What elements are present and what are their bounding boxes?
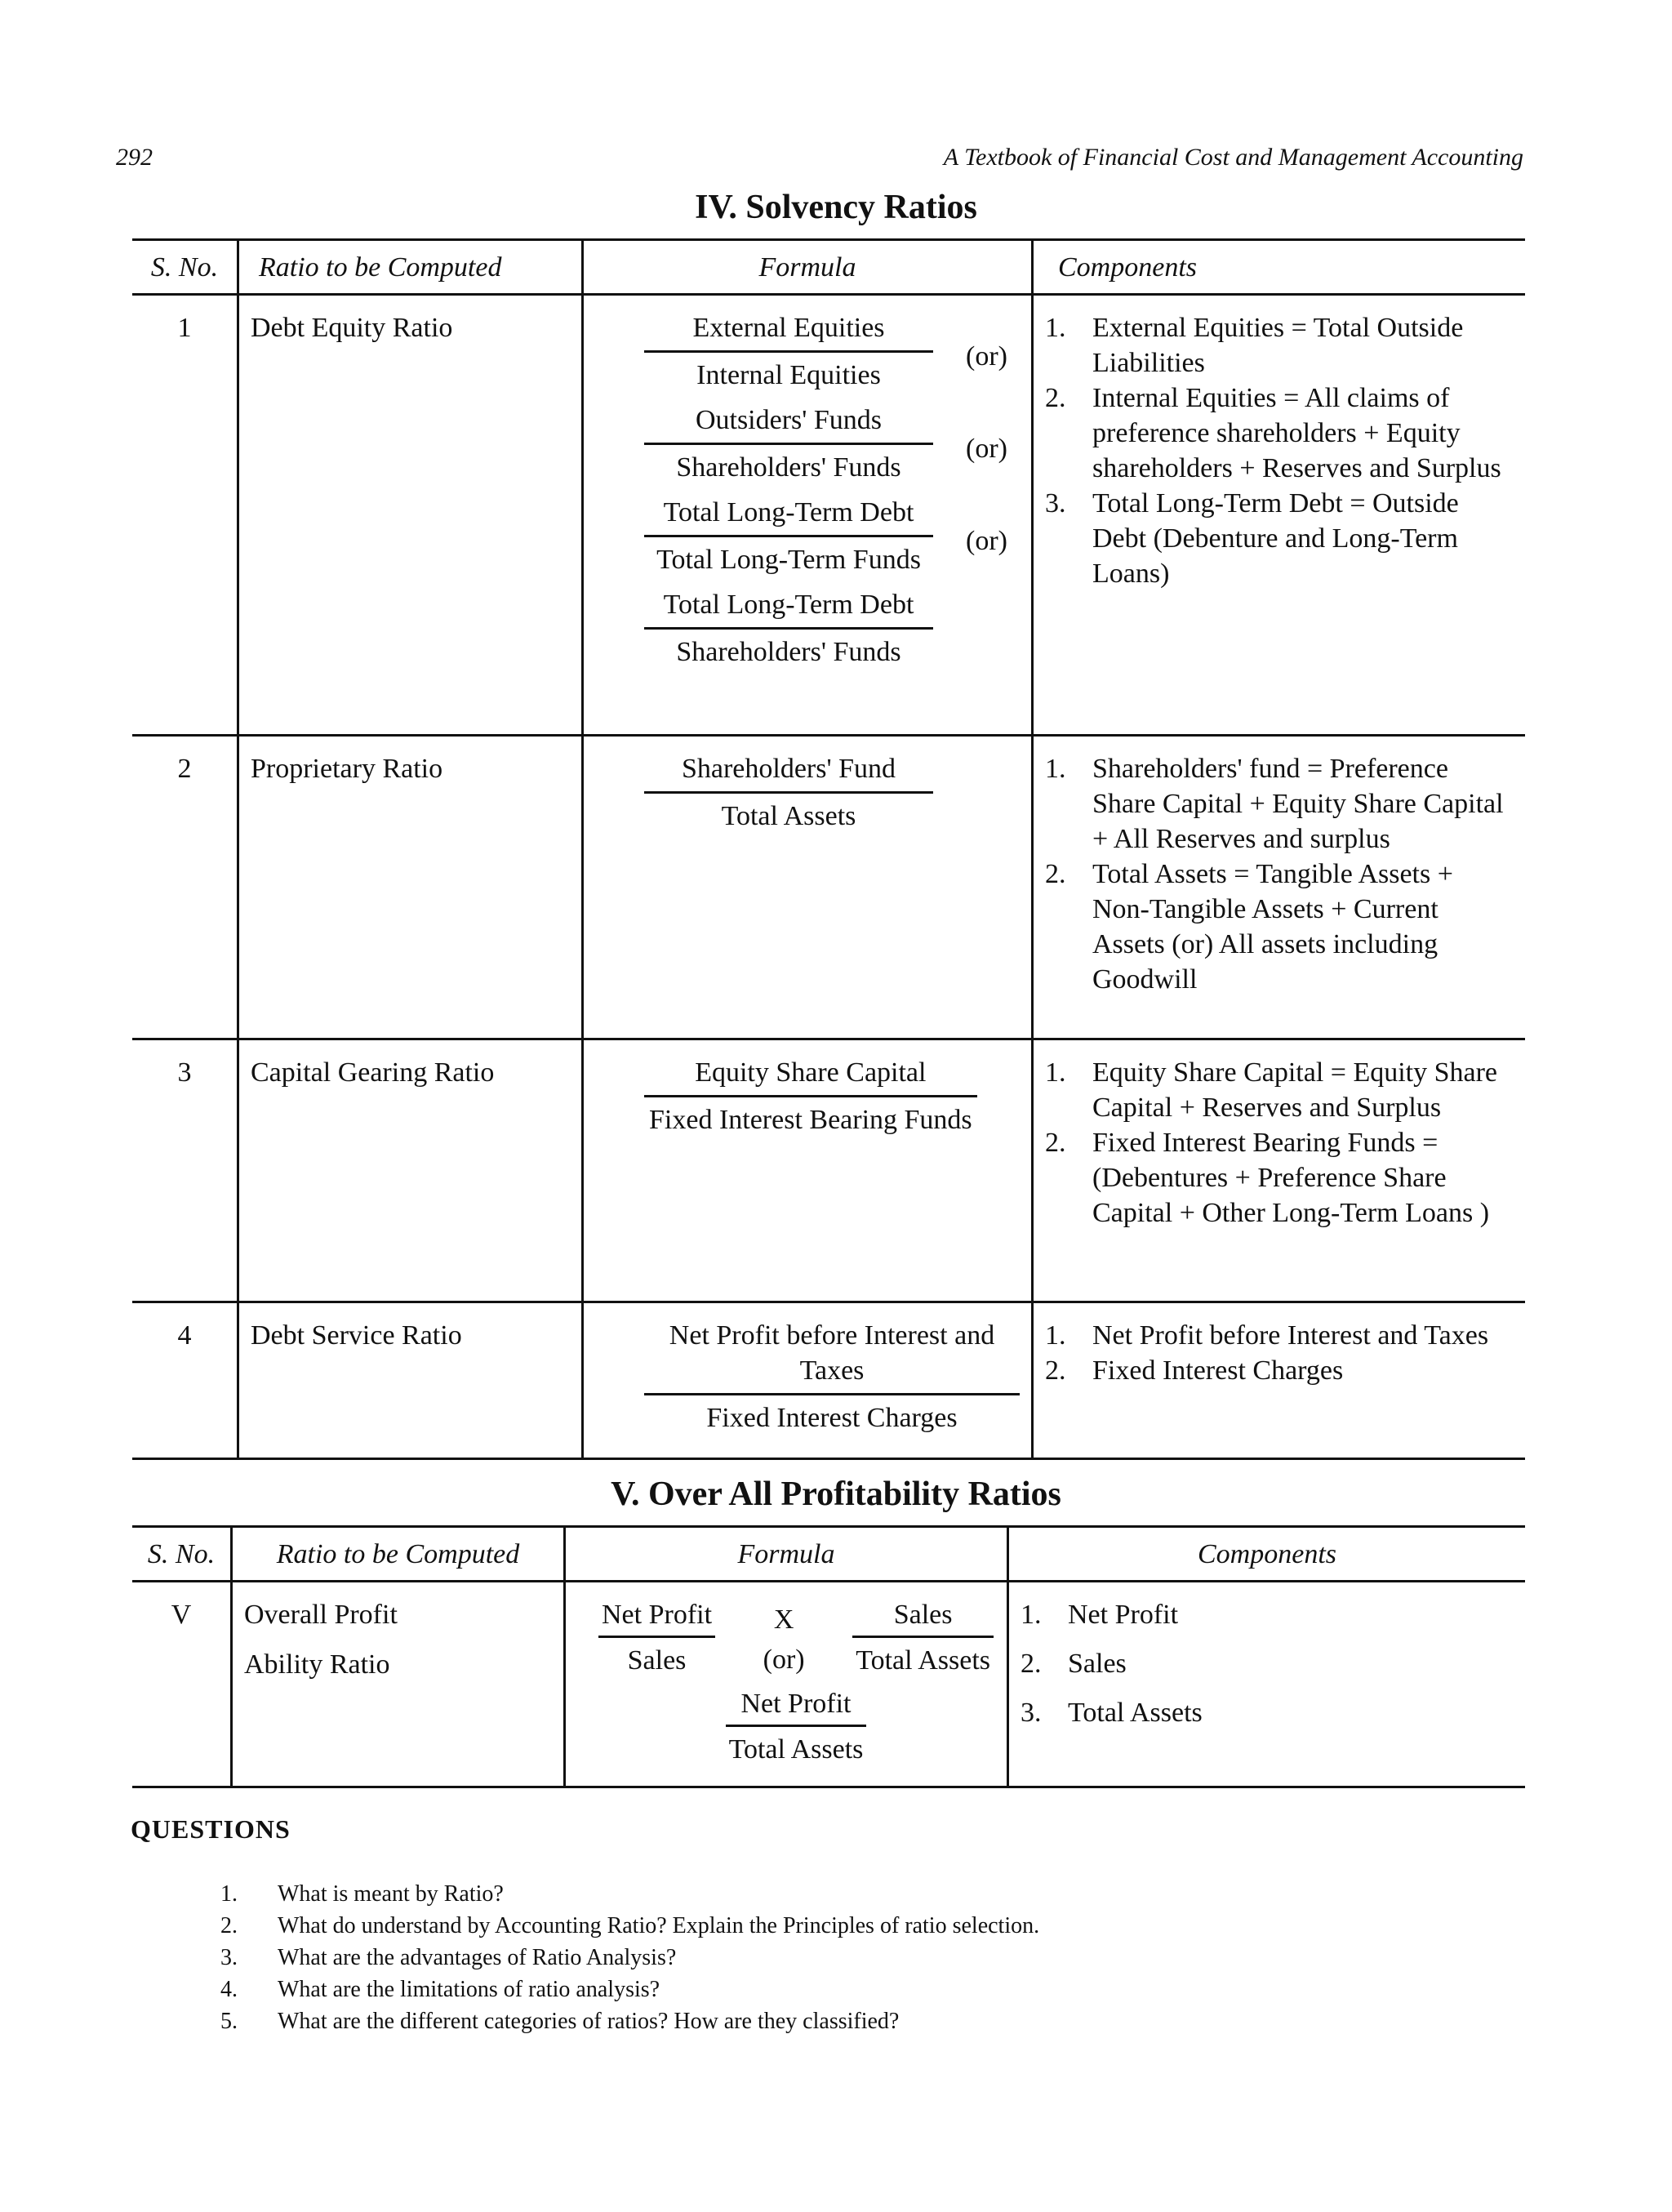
component-item: 1. Net Profit (1021, 1600, 1179, 1630)
numerator: Net Profit (598, 1597, 715, 1638)
component-item: 1. Equity Share Capital = Equity Share Capital + Reserves and Surplus (1045, 1057, 1498, 1123)
question-item: 5. What are the different categories of ratios? How are they classified? (220, 2009, 900, 2034)
or-label: (or) (966, 434, 1007, 464)
fraction (644, 587, 933, 679)
question-item: 4. What are the limitations of ratio analysis? (220, 1977, 660, 2002)
header-formula: Formula (565, 1527, 1008, 1582)
component-item: 3. Total Assets (1021, 1698, 1203, 1728)
component-item: 1. External Equities = Total Outside Liabilities (1045, 313, 1464, 378)
denominator: Fixed Interest Bearing Funds (649, 1105, 972, 1135)
row-ratio (232, 1582, 565, 1787)
numerator: Shareholders' Fund (644, 751, 933, 794)
component-item: 2. Fixed Interest Bearing Funds = (Debentures + Preference Share Capital + Other Long-Term Loans ) (1045, 1128, 1490, 1228)
formula-line (644, 310, 1007, 403)
row-sno: 2 (132, 736, 238, 1039)
formula-line (644, 1055, 977, 1147)
denominator: Total Assets (856, 1645, 990, 1676)
row-formula (565, 1582, 1008, 1787)
formula-line (644, 1318, 1020, 1445)
table-row (132, 1302, 1525, 1459)
fraction (726, 1686, 867, 1772)
row-formula (583, 1039, 1033, 1302)
denominator: Internal Equities (696, 360, 881, 390)
denominator: Shareholders' Funds (676, 637, 901, 667)
fraction (644, 310, 933, 403)
running-header: A Textbook of Financial Cost and Management Accounting (943, 144, 1523, 171)
or-label: (or) (763, 1645, 805, 1675)
fraction (598, 1597, 715, 1683)
fraction (644, 403, 933, 495)
questions-list (220, 1878, 1039, 2037)
header-formula: Formula (583, 240, 1033, 295)
or-label: (or) (966, 341, 1007, 372)
fraction (644, 1318, 1020, 1445)
component-item: 2. Sales (1021, 1649, 1127, 1679)
questions-heading: QUESTIONS (131, 1814, 291, 1844)
header-ratio: Ratio to be Computed (238, 240, 583, 295)
row-ratio: Proprietary Ratio (238, 736, 583, 1039)
denominator: Shareholders' Funds (676, 452, 901, 483)
numerator: Total Long-Term Debt (644, 495, 933, 537)
row-sno: V (132, 1582, 232, 1787)
row-sno: 4 (132, 1302, 238, 1459)
ratio-name-line-1: Overall Profit (244, 1600, 398, 1630)
solvency-ratios-table (132, 238, 1525, 1460)
question-item: 1. What is meant by Ratio? (220, 1881, 504, 1907)
formula-line (644, 495, 1007, 587)
numerator: External Equities (644, 310, 933, 353)
denominator: Total Long-Term Funds (656, 545, 921, 575)
component-item: 2. Internal Equities = All claims of preference shareholders + Equity shareholders + Reserves and Surplus (1045, 383, 1501, 483)
component-item: 1. Net Profit before Interest and Taxes (1045, 1320, 1489, 1351)
page-number: 292 (116, 144, 153, 171)
overall-formula-line (598, 1597, 994, 1683)
denominator: Fixed Interest Charges (706, 1403, 958, 1433)
row-sno: 3 (132, 1039, 238, 1302)
formula-line (644, 587, 933, 679)
header-sno: S. No. (132, 240, 238, 295)
profitability-section-title: V. Over All Profitability Ratios (611, 1475, 1061, 1513)
or-label: (or) (966, 526, 1007, 556)
table-row (132, 736, 1525, 1039)
fraction (644, 751, 933, 843)
numerator: Equity Share Capital (644, 1055, 977, 1097)
row-components (1033, 736, 1526, 1039)
header-components: Components (1033, 240, 1526, 295)
fraction (644, 495, 933, 587)
component-item: 2. Fixed Interest Charges (1045, 1355, 1344, 1386)
denominator: Total Assets (721, 801, 856, 831)
row-ratio: Debt Service Ratio (238, 1302, 583, 1459)
numerator: Net Profit before Interest and Taxes (644, 1318, 1020, 1395)
numerator: Total Long-Term Debt (644, 587, 933, 630)
row-formula (583, 1302, 1033, 1459)
question-item: 2. What do understand by Accounting Ratio? Explain the Principles of ratio selection. (220, 1913, 1040, 1938)
numerator: Outsiders' Funds (644, 403, 933, 445)
header-components: Components (1008, 1527, 1526, 1582)
component-item: 2. Total Assets = Tangible Assets + Non-Tangible Assets + Current Assets (or) All assets including Goodwill (1045, 859, 1453, 995)
table-row (132, 1039, 1525, 1302)
component-item: 1. Shareholders' fund = Preference Share Capital + Equity Share Capital + All Reserves and surplus (1045, 754, 1504, 854)
denominator: Sales (627, 1645, 687, 1676)
denominator: Total Assets (728, 1734, 864, 1765)
table-row (132, 1582, 1525, 1787)
numerator: Net Profit (726, 1686, 867, 1727)
ratio-name-line-2: Ability Ratio (244, 1649, 390, 1680)
formula-line (644, 403, 1007, 495)
component-item: 3. Total Long-Term Debt = Outside Debt (Debenture and Long-Term Loans) (1045, 488, 1459, 589)
header-sno: S. No. (132, 1527, 232, 1582)
question-item: 3. What are the advantages of Ratio Analysis? (220, 1945, 677, 1970)
row-formula (583, 295, 1033, 736)
row-components (1008, 1582, 1526, 1787)
row-ratio: Capital Gearing Ratio (238, 1039, 583, 1302)
numerator: Sales (852, 1597, 994, 1638)
solvency-section-title: IV. Solvency Ratios (695, 189, 977, 226)
row-formula (583, 736, 1033, 1039)
table-row (132, 295, 1525, 736)
formula-line (644, 751, 933, 843)
table-header-row (132, 1527, 1525, 1582)
multiply-sign: X (773, 1604, 794, 1635)
profitability-ratios-table (132, 1525, 1525, 1788)
header-ratio: Ratio to be Computed (232, 1527, 565, 1582)
fraction (852, 1597, 994, 1683)
row-components (1033, 1039, 1526, 1302)
fraction (644, 1055, 977, 1147)
row-sno: 1 (132, 295, 238, 736)
row-components (1033, 1302, 1526, 1459)
table-header-row (132, 240, 1525, 295)
row-components (1033, 295, 1526, 736)
row-ratio: Debt Equity Ratio (238, 295, 583, 736)
